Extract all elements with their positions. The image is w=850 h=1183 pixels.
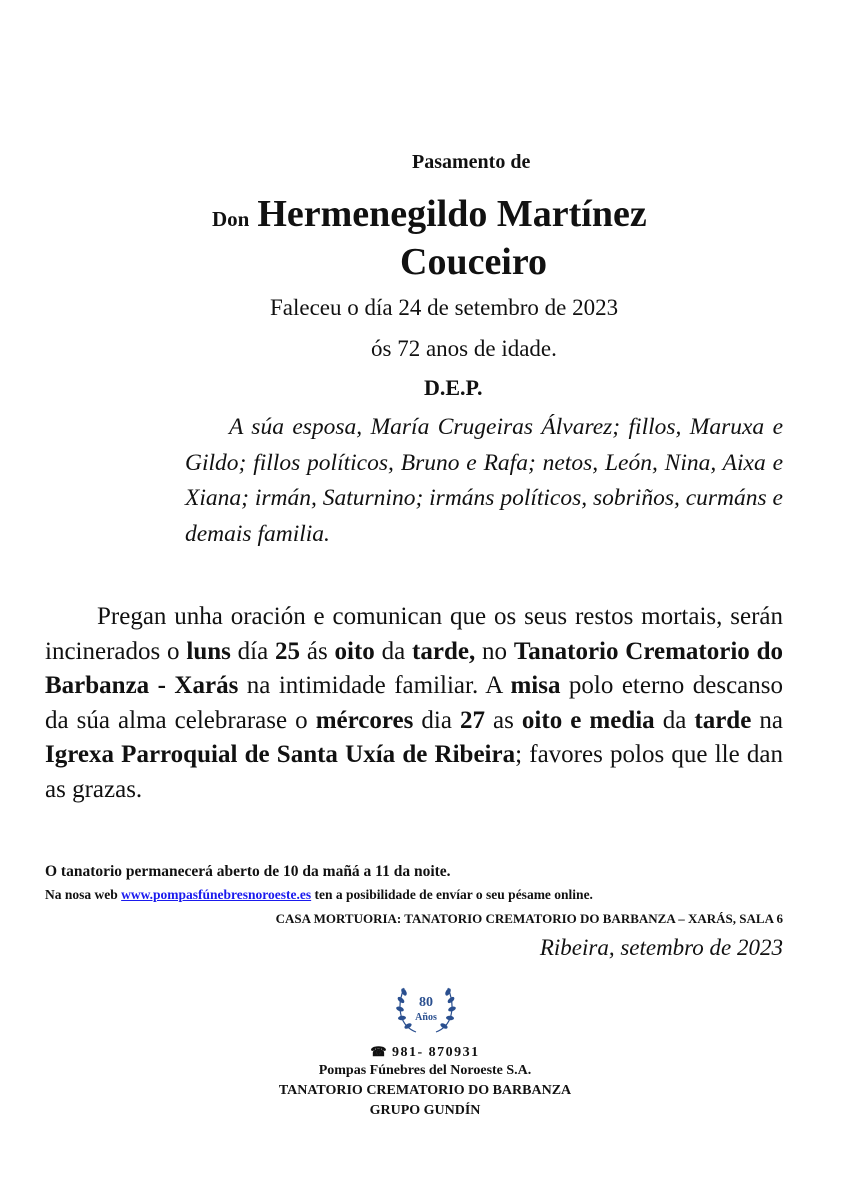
phone-line (0, 1044, 850, 1061)
company-name: Pompas Fúnebres del Noroeste S.A. (318, 1063, 532, 1078)
age-at-death: ós 72 anos de idade. (371, 336, 557, 361)
website-link[interactable]: www.pompasfúnebresnoroeste.es (121, 887, 312, 902)
dep-label: D.E.P. (424, 375, 483, 400)
logo-word: Años (415, 1012, 437, 1023)
death-date: Faleceu o día 24 de setembro de 2023 (270, 295, 619, 320)
company-group: GRUPO GUNDÍN (369, 1103, 481, 1118)
phone-icon: ☎ (370, 1044, 389, 1059)
casa-mortuoria: CASA MORTUORIA: TANATORIO CREMATORIO DO BARBANZA – XARÁS, SALA 6 (275, 911, 783, 926)
logo-number: 80 (419, 995, 433, 1010)
anniversary-laurel-logo (386, 978, 466, 1038)
main-paragraph: Pregan unha oración e comunican que os seus restos mortais, serán incinerados o luns día 25 ás oito da tarde, no Tanatorio Crematorio do Barbanza - Xarás na intimidade familiar. A misa polo eterno descanso da súa alma celebrarase o mércores dia 27 as oito e media da tarde na Igrexa Parroquial de Santa Uxía de Ribeira; favores polos que lle dan as grazas. (45, 603, 784, 803)
deceased-name-line2: Couceiro (400, 241, 548, 283)
tanatorio-hours: O tanatorio permanecerá aberto de 10 da mañá a 11 da noite. (45, 863, 451, 880)
family-paragraph: A súa esposa, María Crugeiras Álvarez; fillos, Maruxa e Gildo; fillos políticos, Bruno e Rafa; netos, León, Nina, Aixa e Xiana; irmán, Saturnino; irmáns políticos, sobriños, curmáns e demais familia. (185, 414, 783, 547)
name-part1: Hermenegildo Martínez (257, 193, 647, 235)
phone-number: 981- 870931 (392, 1045, 480, 1060)
intro-label: Pasamento de (412, 151, 531, 173)
web-note: Na nosa web www.pompasfúnebresnoroeste.es ten a posibilidade de envíar o seu pésame online. (45, 887, 593, 902)
honorific: Don (212, 207, 250, 231)
company-tanatorio: TANATORIO CREMATORIO DO BARBANZA (278, 1083, 572, 1098)
place-date: Ribeira, setembro de 2023 (539, 935, 783, 960)
deceased-name-line1 (212, 192, 647, 236)
